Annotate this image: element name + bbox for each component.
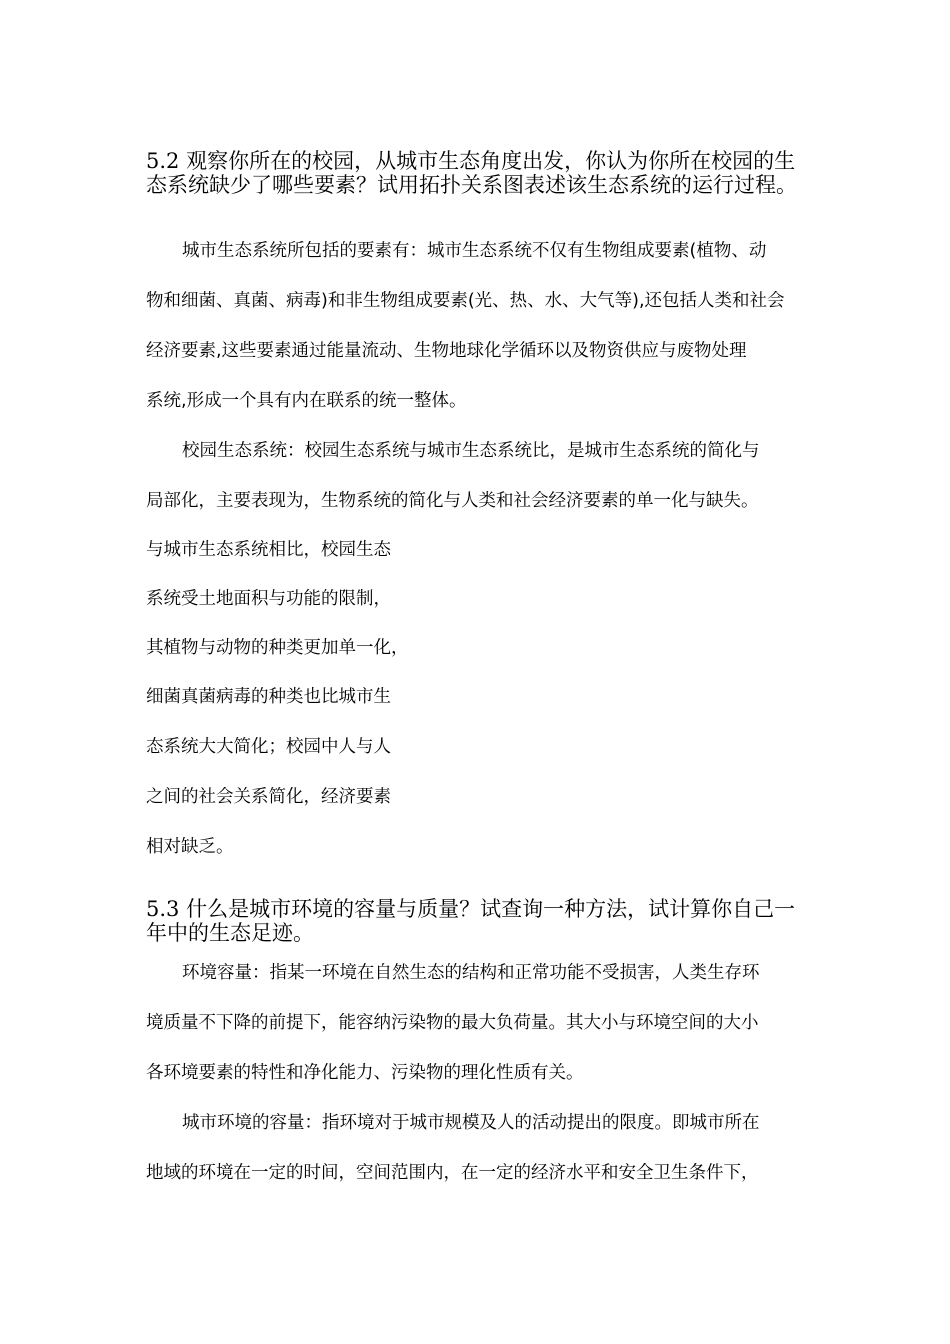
paragraph-2-line-5: 其植物与动物的种类更加单一化， bbox=[146, 638, 409, 658]
paragraph-3-line-2: 境质量不下降的前提下，能容纳污染物的最大负荷量。其大小与环境空间的大小 bbox=[146, 1013, 759, 1033]
paragraph-2-line-3: 与城市生态系统相比，校园生态 bbox=[146, 540, 391, 560]
paragraph-1-line-1: 城市生态系统所包括的要素有：城市生态系统不仅有生物组成要素(植物、动 bbox=[182, 241, 767, 261]
paragraph-2-line-4: 系统受土地面积与功能的限制， bbox=[146, 589, 391, 609]
paragraph-2-line-8: 之间的社会关系简化，经济要素 bbox=[146, 787, 391, 807]
paragraph-2-line-6: 细菌真菌病毒的种类也比城市生 bbox=[146, 687, 391, 707]
paragraph-3-line-1: 环境容量：指某一环境在自然生态的结构和正常功能不受损害，人类生存环 bbox=[182, 963, 760, 983]
paragraph-2-line-9: 相对缺乏。 bbox=[146, 837, 234, 857]
paragraph-2-line-2: 局部化，主要表现为，生物系统的简化与人类和社会经济要素的单一化与缺失。 bbox=[146, 491, 759, 511]
paragraph-3-line-3: 各环境要素的特性和净化能力、污染物的理化性质有关。 bbox=[146, 1063, 584, 1083]
paragraph-4-line-1: 城市环境的容量：指环境对于城市规模及人的活动提出的限度。即城市所在 bbox=[182, 1113, 760, 1133]
question-5-3-heading: 5.3 什么是城市环境的容量与质量？试查询一种方法，试计算你自己一年中的生态足迹。 bbox=[146, 897, 796, 945]
paragraph-2-line-7: 态系统大大简化；校园中人与人 bbox=[146, 737, 391, 757]
paragraph-1-line-2: 物和细菌、真菌、病毒)和非生物组成要素(光、热、水、大气等),还包括人类和社会 bbox=[146, 291, 785, 311]
paragraph-1-line-4: 系统,形成一个具有内在联系的统一整体。 bbox=[146, 391, 467, 411]
paragraph-1-line-3: 经济要素,这些要素通过能量流动、生物地球化学循环以及物资供应与废物处理 bbox=[146, 341, 747, 361]
question-5-2-heading: 5.2 观察你所在的校园，从城市生态角度出发，你认为你所在校园的生态系统缺少了哪些要素？试用拓扑关系图表述该生态系统的运行过程。 bbox=[146, 149, 797, 197]
paragraph-2-line-1: 校园生态系统：校园生态系统与城市生态系统比，是城市生态系统的简化与 bbox=[182, 441, 760, 461]
paragraph-4-line-2: 地域的环境在一定的时间，空间范围内，在一定的经济水平和安全卫生条件下， bbox=[146, 1163, 759, 1183]
